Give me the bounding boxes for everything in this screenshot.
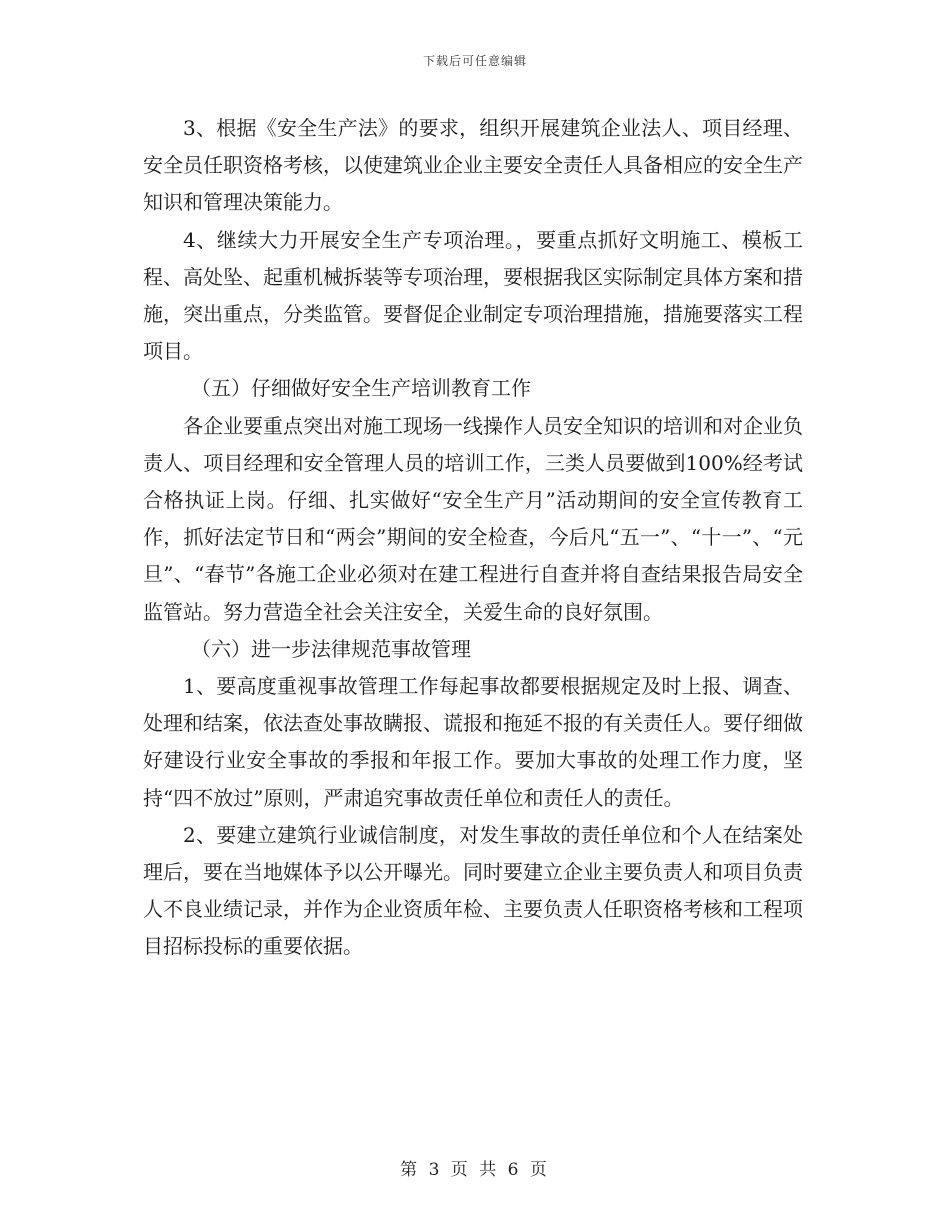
paragraph-item-3: 3、根据《安全生产法》的要求，组织开展建筑企业法人、项目经理、安全员任职资格考核，以使建筑业企业主要安全责任人具备相应的安全生产知识和管理决策能力。: [143, 116, 803, 215]
header-note: 下载后可任意编辑: [422, 54, 527, 68]
section-heading-six: （六）进一步法律规范事故管理: [191, 636, 471, 661]
paragraph-item-4: 4、继续大力开展安全生产专项治理。，要重点抓好文明施工、模板工程、高处坠、起重机械拆装等专项治理，要根据我区实际制定具体方案和措施，突出重点，分类监管。要督促企业制定专项治理措施，措施要落实工程项目。: [143, 227, 803, 364]
paragraph-item-1: 1、要高度重视事故管理工作每起事故都要根据规定及时上报、调查、处理和结案，依法查处事故瞒报、谎报和拖延不报的有关责任人。要仔细做好建设行业安全事故的季报和年报工作。要加大事故的处理工作力度，坚持“四不放过”原则，严肃追究事故责任单位和责任人的责任。: [143, 674, 803, 810]
page-number: 第 3 页 共 6 页: [400, 1160, 550, 1180]
paragraph-item-2: 2、要建立建筑行业诚信制度，对发生事故的责任单位和个人在结案处理后，要在当地媒体予以公开曝光。同时要建立企业主要负责人和项目负责人不良业绩记录，并作为企业资质年检、主要负责人任职资格考核和工程项目招标投标的重要依据。: [143, 822, 803, 959]
paragraph-training: 各企业要重点突出对施工现场一线操作人员安全知识的培训和对企业负责人、项目经理和安全管理人员的培训工作，三类人员要做到100%经考试合格执证上岗。仔细、扎实做好“安全生产月”活动期间的安全宣传教育工作，抓好法定节日和“两会”期间的安全检查，今后凡“五一”、“十一”、“元旦”、“春节”各施工企业必须对在建工程进行自查并将自查结果报告局安全监管站。努力营造全社会关注安全，关爱生命的良好氛围。: [143, 413, 803, 624]
document-body: [143, 110, 803, 966]
section-heading-five: （五）仔细做好安全生产培训教育工作: [191, 376, 531, 401]
